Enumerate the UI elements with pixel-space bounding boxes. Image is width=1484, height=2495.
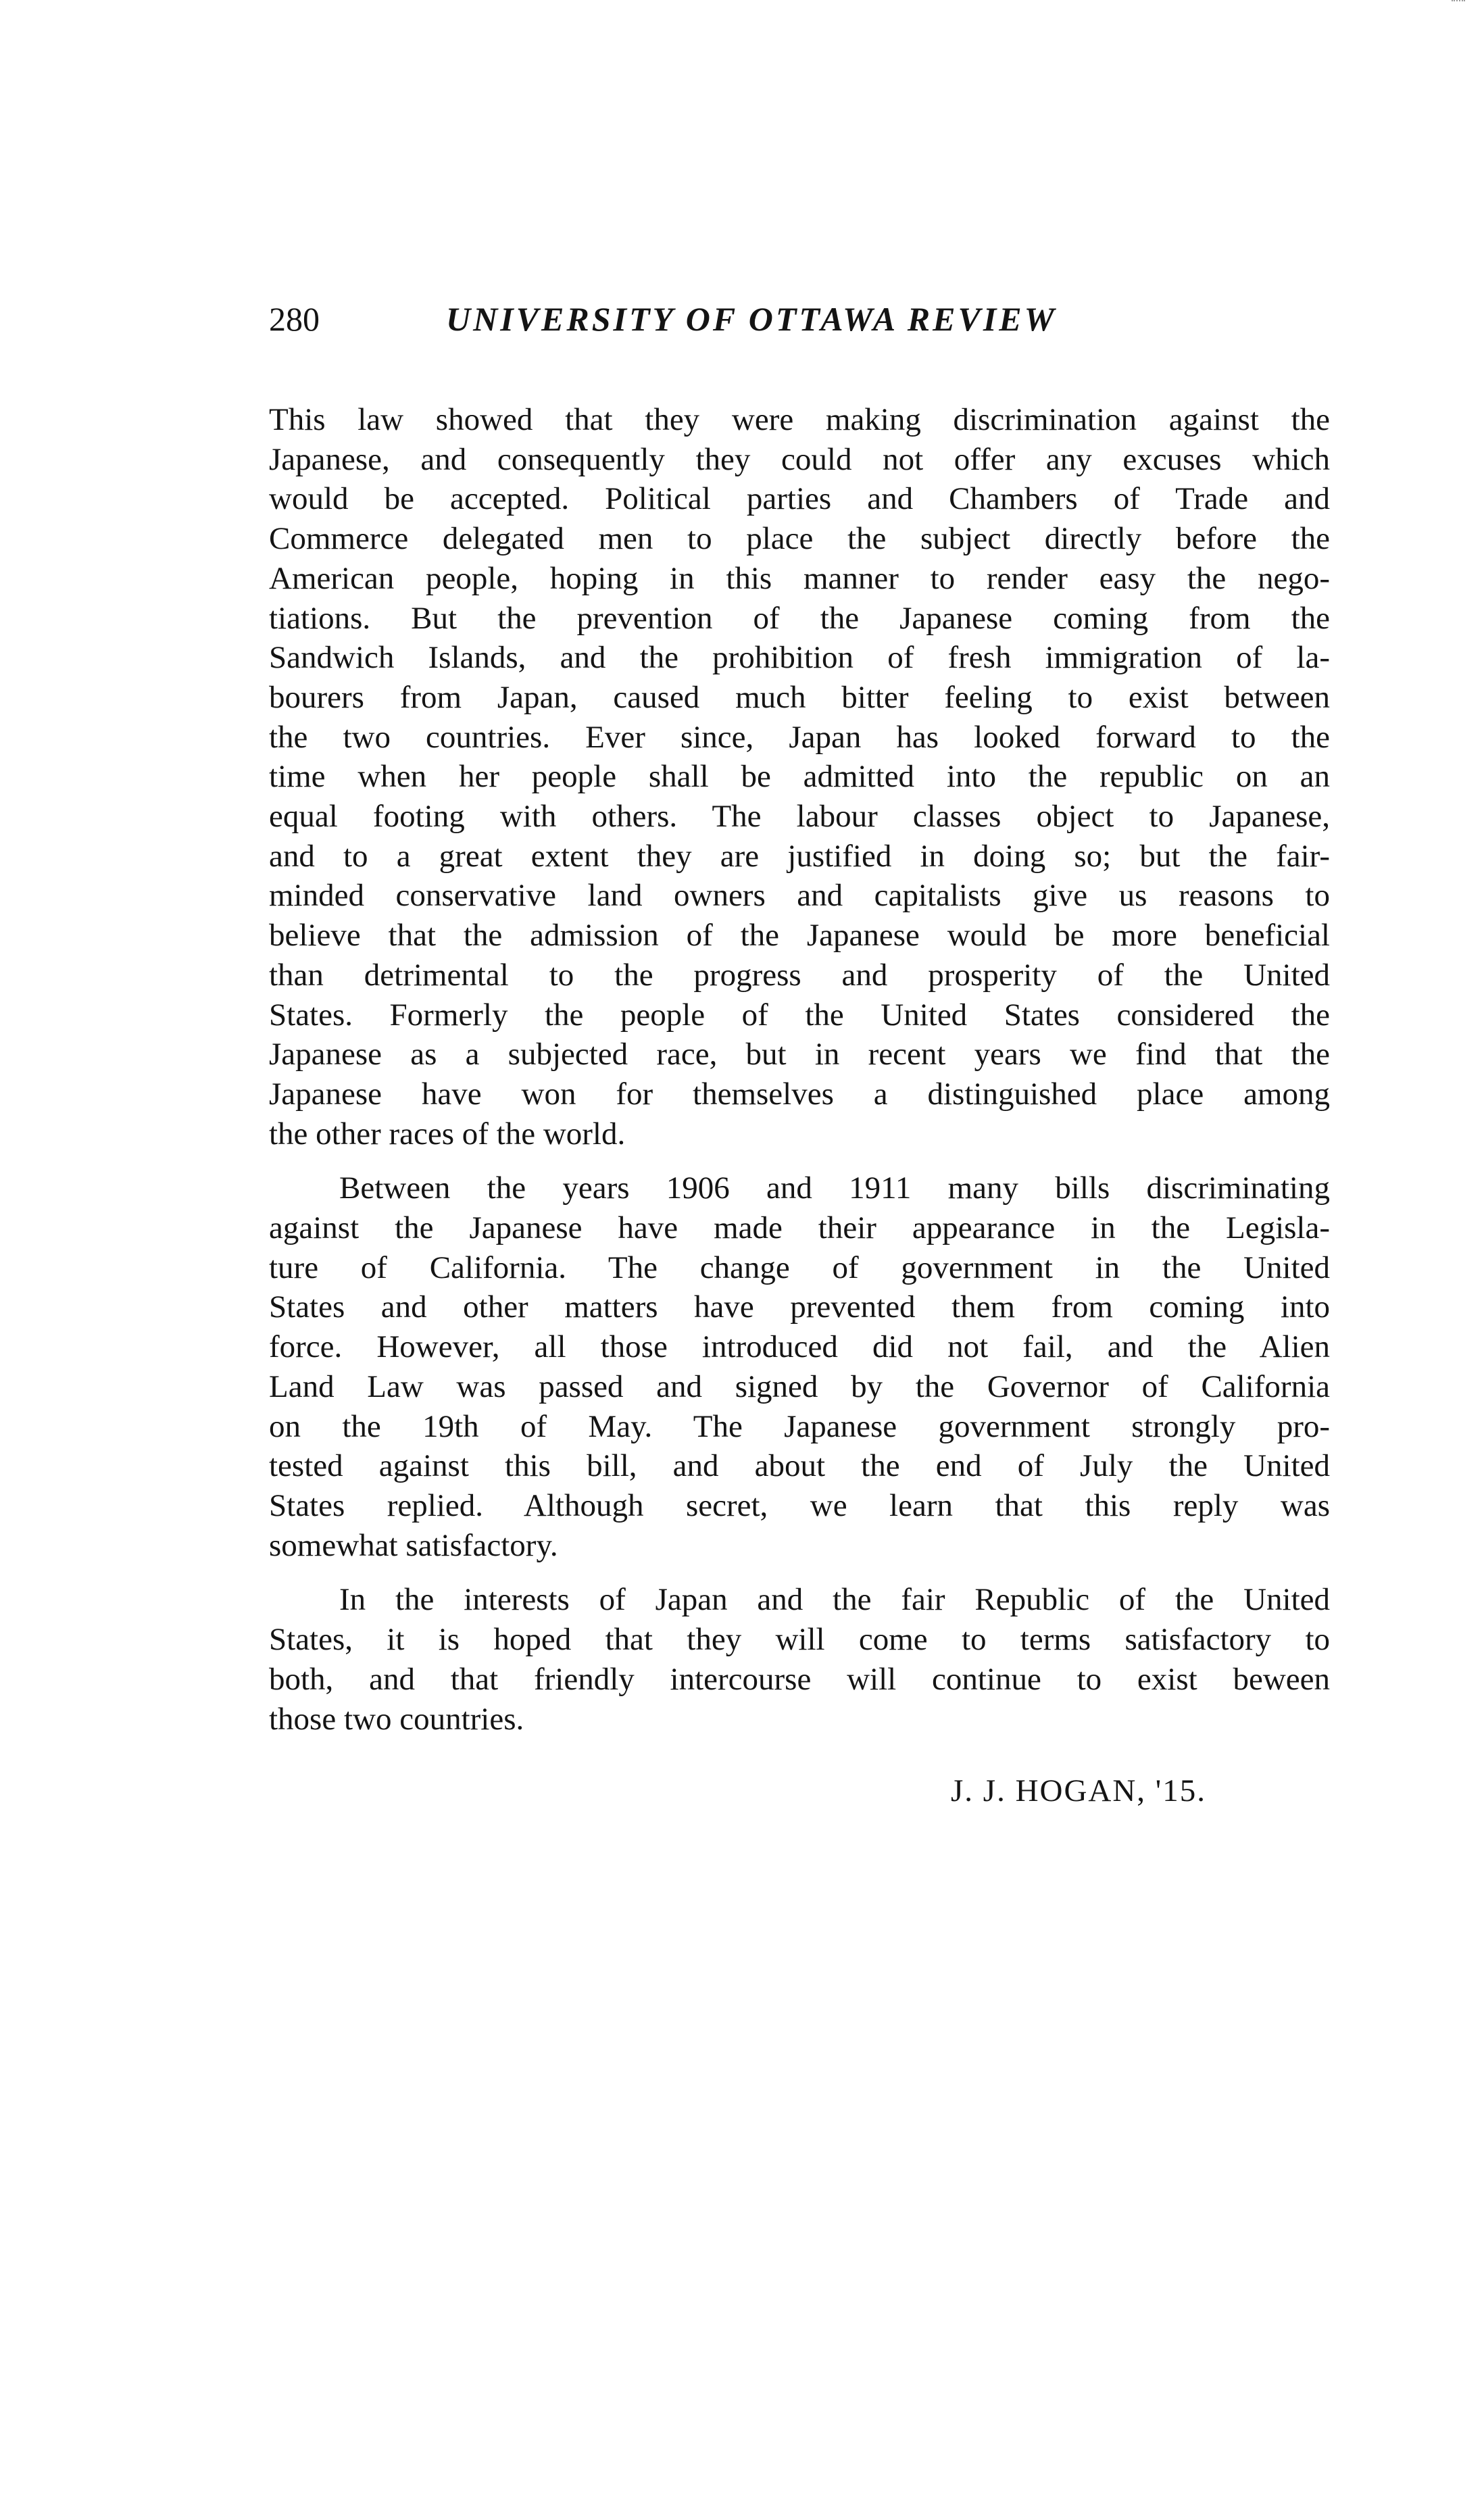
- text-line: the two countries. Ever since, Japan has looked forward to the: [269, 719, 1330, 755]
- text-line: bourers from Japan, caused much bitter feeling to exist between: [269, 679, 1330, 715]
- text-line: against the Japanese have made their appearance in the Legisla-: [269, 1210, 1330, 1246]
- text-line: than detrimental to the progress and prosperity of the United: [269, 957, 1330, 993]
- text-line: This law showed that they were making discrimination against the: [269, 402, 1330, 437]
- text-line: American people, hoping in this manner to render easy the nego-: [269, 560, 1330, 596]
- text-line: both, and that friendly intercourse will continue to exist beween: [269, 1661, 1330, 1697]
- journal-title: UNIVERSITY OF OTTAWA REVIEW: [446, 300, 1058, 338]
- paragraph-3: [269, 1580, 1330, 1739]
- text-line: States, it is hoped that they will come to terms satisfactory to: [269, 1622, 1330, 1658]
- text-line: Commerce delegated men to place the subject directly before the: [269, 521, 1330, 557]
- text-line: States. Formerly the people of the United States considered the: [269, 997, 1330, 1033]
- text-line: on the 19th of May. The Japanese government strongly pro-: [269, 1408, 1330, 1444]
- author-signature: J. J. HOGAN, '15.: [951, 1773, 1207, 1808]
- text-line: time when her people shall be admitted into the republic on an: [269, 759, 1330, 795]
- text-line: those two countries.: [269, 1701, 524, 1737]
- page-number: 280: [269, 300, 320, 338]
- article-body: [269, 400, 1330, 1739]
- text-line: minded conservative land owners and capitalists give us reasons to: [269, 878, 1330, 914]
- text-line: Between the years 1906 and 1911 many bills discriminating: [339, 1170, 1330, 1206]
- text-line: Japanese, and consequently they could not offer any excuses which: [269, 441, 1330, 477]
- text-line: States and other matters have prevented them from coming into: [269, 1289, 1330, 1325]
- scan-mark: [1452, 0, 1465, 7]
- paragraph-1: [269, 400, 1330, 1154]
- text-line: tiations. But the prevention of the Japanese coming from the: [269, 600, 1330, 636]
- text-line: would be accepted. Political parties and Chambers of Trade and: [269, 481, 1330, 517]
- text-line: and to a great extent they are justified in doing so; but the fair-: [269, 838, 1330, 874]
- text-line: Japanese have won for themselves a distinguished place among: [269, 1076, 1330, 1112]
- text-line: Sandwich Islands, and the prohibition of fresh immigration of la-: [269, 640, 1330, 676]
- text-line: somewhat satisfactory.: [269, 1527, 558, 1563]
- paragraph-2: [269, 1168, 1330, 1565]
- running-head: [269, 295, 1330, 349]
- text-line: In the interests of Japan and the fair Republic of the United: [339, 1582, 1330, 1618]
- text-line: force. However, all those introduced did not fail, and the Alien: [269, 1329, 1330, 1365]
- text-line: equal footing with others. The labour classes object to Japanese,: [269, 799, 1330, 835]
- text-line: the other races of the world.: [269, 1116, 626, 1152]
- text-line: Land Law was passed and signed by the Governor of California: [269, 1368, 1330, 1404]
- text-line: Japanese as a subjected race, but in recent years we find that the: [269, 1037, 1330, 1072]
- text-line: ture of California. The change of government in the United: [269, 1250, 1330, 1285]
- text-line: believe that the admission of the Japanese would be more beneficial: [269, 918, 1330, 954]
- text-line: tested against this bill, and about the end of July the United: [269, 1448, 1330, 1484]
- text-line: States replied. Although secret, we learn that this reply was: [269, 1487, 1330, 1523]
